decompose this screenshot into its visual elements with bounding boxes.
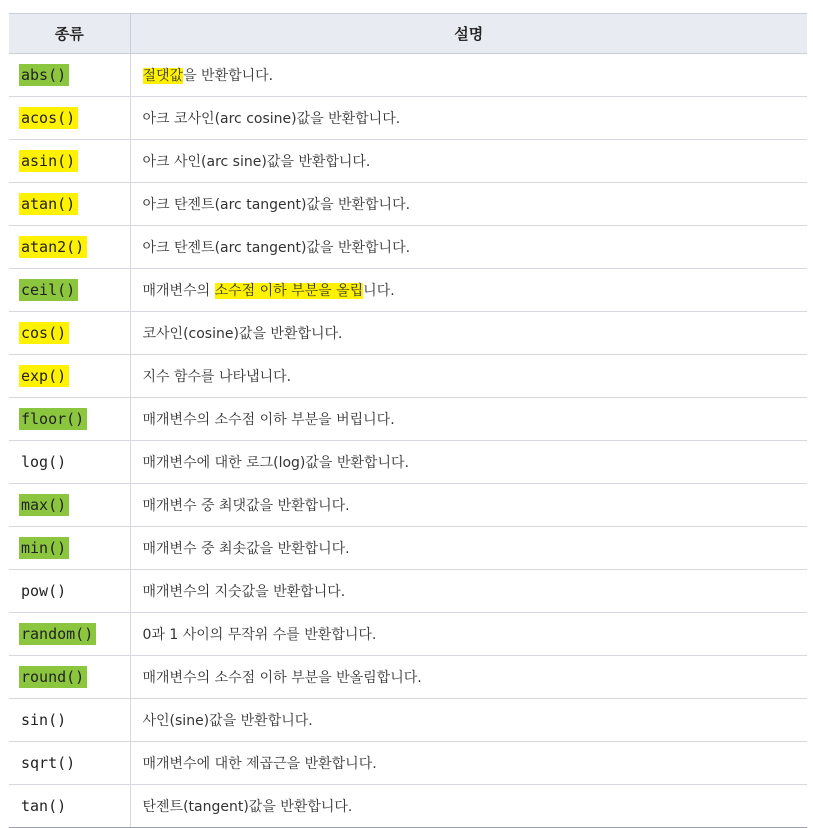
table-row bbox=[9, 613, 807, 656]
highlighted-description-text: 소수점 이하 부분을 올립 bbox=[214, 283, 364, 299]
function-name: random() bbox=[19, 623, 96, 645]
function-name: cos() bbox=[19, 322, 69, 344]
function-name-cell bbox=[9, 656, 130, 699]
description-text: 매개변수의 소수점 이하 부분을 반올림합니다. bbox=[142, 670, 422, 686]
function-name-cell bbox=[9, 54, 130, 97]
function-description-cell bbox=[130, 140, 807, 183]
function-name-cell bbox=[9, 226, 130, 269]
table-row bbox=[9, 183, 807, 226]
function-name: acos() bbox=[19, 107, 78, 129]
function-description-cell bbox=[130, 656, 807, 699]
function-name-cell bbox=[9, 785, 130, 828]
description-text: 을 반환합니다. bbox=[183, 68, 274, 84]
function-name: abs() bbox=[19, 64, 69, 86]
function-name: sqrt() bbox=[21, 754, 76, 772]
function-name-cell bbox=[9, 355, 130, 398]
description-text: 지수 함수를 나타냅니다. bbox=[142, 369, 292, 385]
table-row bbox=[9, 355, 807, 398]
function-description-cell bbox=[130, 226, 807, 269]
function-name: min() bbox=[19, 537, 69, 559]
table-row bbox=[9, 398, 807, 441]
function-name-cell bbox=[9, 97, 130, 140]
header-type: 종류 bbox=[9, 14, 130, 54]
table-row bbox=[9, 527, 807, 570]
function-description-cell bbox=[130, 183, 807, 226]
table-row bbox=[9, 656, 807, 699]
table-row bbox=[9, 570, 807, 613]
function-name-cell bbox=[9, 484, 130, 527]
function-description-cell bbox=[130, 269, 807, 312]
function-description-cell bbox=[130, 355, 807, 398]
function-name: atan() bbox=[19, 193, 78, 215]
table-row bbox=[9, 97, 807, 140]
description-text: 매개변수의 bbox=[142, 283, 215, 299]
function-name-cell bbox=[9, 269, 130, 312]
table-row bbox=[9, 312, 807, 355]
function-description-cell bbox=[130, 312, 807, 355]
table-row bbox=[9, 785, 807, 828]
description-text: 매개변수의 소수점 이하 부분을 버립니다. bbox=[142, 412, 395, 428]
description-text: 아크 탄젠트(arc tangent)값을 반환합니다. bbox=[142, 197, 411, 213]
description-text: 코사인(cosine)값을 반환합니다. bbox=[142, 326, 343, 342]
table-row bbox=[9, 441, 807, 484]
function-name-cell bbox=[9, 699, 130, 742]
function-description-cell bbox=[130, 484, 807, 527]
table-header-row bbox=[9, 14, 807, 54]
function-description-cell bbox=[130, 527, 807, 570]
function-name-cell bbox=[9, 570, 130, 613]
highlighted-description-text: 절댓값 bbox=[142, 68, 184, 84]
function-description-cell bbox=[130, 54, 807, 97]
function-name: round() bbox=[19, 666, 87, 688]
function-description-cell bbox=[130, 785, 807, 828]
description-text: 매개변수에 대한 로그(log)값을 반환합니다. bbox=[142, 455, 409, 471]
table-row bbox=[9, 54, 807, 97]
description-text: 사인(sine)값을 반환합니다. bbox=[142, 713, 313, 729]
description-text: 탄젠트(tangent)값을 반환합니다. bbox=[142, 799, 353, 815]
function-name-cell bbox=[9, 398, 130, 441]
function-name: sin() bbox=[21, 711, 67, 729]
function-name-cell bbox=[9, 441, 130, 484]
function-name: tan() bbox=[21, 797, 67, 815]
function-name-cell bbox=[9, 613, 130, 656]
function-name: asin() bbox=[19, 150, 78, 172]
table-row bbox=[9, 226, 807, 269]
function-name: log() bbox=[21, 453, 67, 471]
function-description-cell bbox=[130, 613, 807, 656]
function-name-cell bbox=[9, 312, 130, 355]
function-name-cell bbox=[9, 527, 130, 570]
math-function-table bbox=[9, 13, 807, 828]
table-row bbox=[9, 742, 807, 785]
function-name-cell bbox=[9, 183, 130, 226]
function-name-cell bbox=[9, 140, 130, 183]
function-description-cell bbox=[130, 441, 807, 484]
function-description-cell bbox=[130, 699, 807, 742]
description-text: 매개변수의 지숫값을 반환합니다. bbox=[142, 584, 346, 600]
function-name: ceil() bbox=[19, 279, 78, 301]
description-text: 매개변수에 대한 제곱근을 반환합니다. bbox=[142, 756, 377, 772]
function-name: pow() bbox=[21, 582, 67, 600]
header-description: 설명 bbox=[130, 14, 807, 54]
function-name: exp() bbox=[19, 365, 69, 387]
function-description-cell bbox=[130, 570, 807, 613]
math-function-table-wrapper bbox=[9, 13, 807, 828]
function-name: floor() bbox=[19, 408, 87, 430]
table-row bbox=[9, 269, 807, 312]
table-row bbox=[9, 140, 807, 183]
description-text: 아크 탄젠트(arc tangent)값을 반환합니다. bbox=[142, 240, 411, 256]
function-name-cell bbox=[9, 742, 130, 785]
description-text: 아크 코사인(arc cosine)값을 반환합니다. bbox=[142, 111, 401, 127]
table-row bbox=[9, 699, 807, 742]
description-text: 니다. bbox=[363, 283, 395, 299]
function-name: max() bbox=[19, 494, 69, 516]
description-text: 매개변수 중 최솟값을 반환합니다. bbox=[142, 541, 350, 557]
function-description-cell bbox=[130, 398, 807, 441]
function-description-cell bbox=[130, 742, 807, 785]
function-name: atan2() bbox=[19, 236, 87, 258]
description-text: 아크 사인(arc sine)값을 반환합니다. bbox=[142, 154, 371, 170]
function-description-cell bbox=[130, 97, 807, 140]
description-text: 0과 1 사이의 무작위 수를 반환합니다. bbox=[142, 627, 377, 643]
table-row bbox=[9, 484, 807, 527]
description-text: 매개변수 중 최댓값을 반환합니다. bbox=[142, 498, 350, 514]
table-body bbox=[9, 54, 807, 828]
